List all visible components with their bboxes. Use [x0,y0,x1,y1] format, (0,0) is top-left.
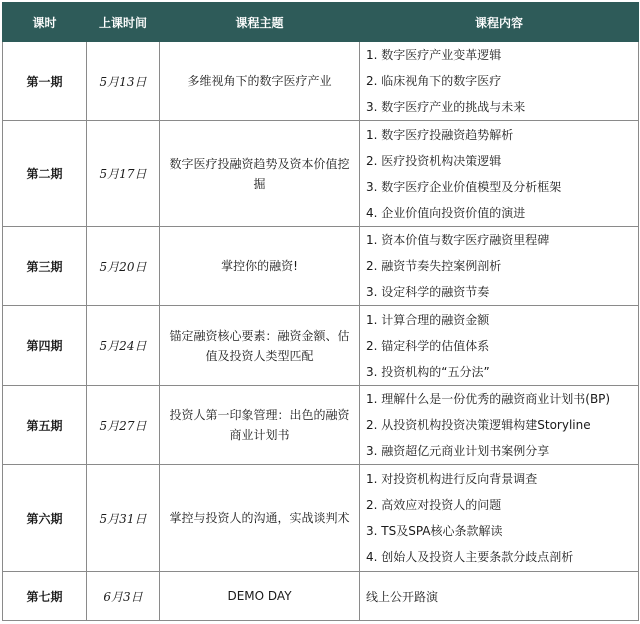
content-cell [360,465,639,572]
content-cell [360,306,639,386]
period-cell: 第三期 [3,227,87,306]
content-item: 3. 数字医疗企业价值模型及分析框架 [366,179,562,194]
theme-cell: 投资人第一印象管理：出色的融资商业计划书 [160,386,360,465]
content-item: 2. 从投资机构投资决策逻辑构建Storyline [366,418,591,432]
content-item: 3. 数字医疗产业的挑战与未来 [366,100,526,114]
table-body [3,42,639,621]
content-item: 1. 理解什么是一份优秀的融资商业计划书(BP) [366,392,611,406]
table-row [3,386,639,465]
table-header [3,3,639,42]
content-cell [360,42,639,121]
header-content: 课程内容 [360,3,639,42]
table-row [3,306,639,386]
date-cell: 5月13日 [87,42,160,121]
header-row [3,3,639,42]
theme-cell: 掌控你的融资! [160,227,360,306]
header-theme: 课程主题 [160,3,360,42]
date-cell: 5月27日 [87,386,160,465]
content-item: 3. 投资机构的“五分法” [366,364,490,379]
content-item: 3. 设定科学的融资节奏 [366,285,490,299]
period-cell: 第五期 [3,386,87,465]
date-cell: 6月3日 [87,572,160,621]
date-cell: 5月31日 [87,465,160,572]
theme-cell: 锚定融资核心要素：融资金额、估值及投资人类型匹配 [160,306,360,386]
date-cell: 5月17日 [87,121,160,227]
period-cell: 第六期 [3,465,87,572]
content-item: 2. 临床视角下的数字医疗 [366,74,502,88]
table-row [3,42,639,121]
content-item: 2. 锚定科学的估值体系 [366,338,490,353]
header-session: 课时 [3,3,87,42]
content-item: 2. 融资节奏失控案例剖析 [366,259,502,273]
content-item: 1. 资本价值与数字医疗融资里程碑 [366,233,550,247]
content-item: 4. 创始人及投资人主要条款分歧点剖析 [366,550,574,564]
content-item: 1. 数字医疗投融资趋势解析 [366,127,514,142]
theme-cell: 掌控与投资人的沟通，实战谈判术 [160,465,360,572]
content-cell: 线上公开路演 [360,572,639,621]
theme-cell: 多维视角下的数字医疗产业 [160,42,360,121]
table-row [3,465,639,572]
period-cell: 第一期 [3,42,87,121]
table-row [3,121,639,227]
content-item: 4. 企业价值向投资价值的演进 [366,205,526,220]
theme-cell: 数字医疗投融资趋势及资本价值挖掘 [160,121,360,227]
date-cell: 5月24日 [87,306,160,386]
content-cell [360,227,639,306]
period-cell: 第二期 [3,121,87,227]
content-item: 3. TS及SPA核心条款解读 [366,524,503,538]
content-cell [360,386,639,465]
content-item: 1. 对投资机构进行反向背景调查 [366,472,538,486]
table-row [3,572,639,621]
table-row [3,227,639,306]
header-time: 上课时间 [87,3,160,42]
content-item: 1. 计算合理的融资金额 [366,312,490,327]
content-cell [360,121,639,227]
course-schedule-table [2,2,639,621]
content-item: 2. 高效应对投资人的问题 [366,498,502,512]
date-cell: 5月20日 [87,227,160,306]
theme-cell: DEMO DAY [160,572,360,621]
content-item: 3. 融资超亿元商业计划书案例分享 [366,444,550,458]
content-item: 2. 医疗投资机构决策逻辑 [366,153,502,168]
content-item: 1. 数字医疗产业变革逻辑 [366,48,502,62]
period-cell: 第四期 [3,306,87,386]
period-cell: 第七期 [3,572,87,621]
